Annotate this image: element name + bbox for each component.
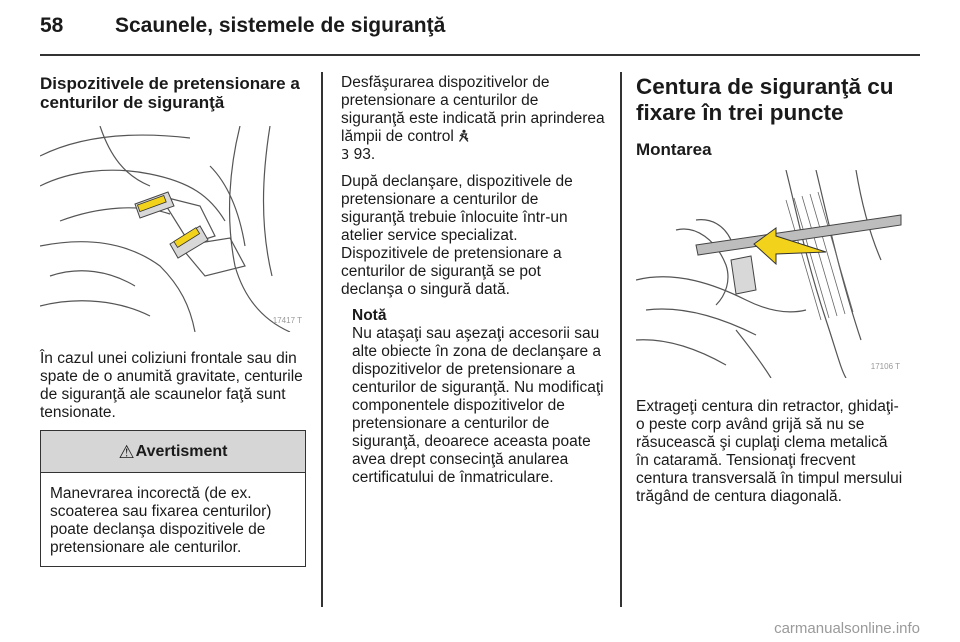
reference-page: 93. xyxy=(353,146,376,163)
column-divider-right xyxy=(620,72,622,607)
middle-column xyxy=(341,74,606,487)
seat-buckle-illustration xyxy=(40,126,306,332)
pretensioner-figure xyxy=(40,126,306,332)
warning-title: Avertisment xyxy=(135,442,228,460)
page-number: 58 xyxy=(40,14,64,37)
watermark: carmanualsonline.info xyxy=(774,620,920,637)
note-text: Nu ataşaţi sau aşezaţi accesorii sau alte obiecte în zona de declanşare a dispozitivelor de pretensionare a centurilor de siguranţă. Nu modificaţi componentele dispozitivelor de pretensionare a centurilor de siguranţă, deoarece aceasta poate avea drept consecinţă anularea certificatului de înmatriculare. xyxy=(352,325,604,486)
column-divider-left xyxy=(321,72,323,607)
warning-text: Manevrarea incorectă (de ex. scoaterea sau fixarea centurilor) poate declanşa dispozitivele de pretensionare ale centurilor. xyxy=(50,485,272,556)
reference-arrow: 3 xyxy=(341,148,350,163)
page-header xyxy=(40,14,920,54)
fastening-paragraph: Extrageţi centura din retractor, ghidaţi-o peste corp având grijă să nu se răsucească şi cuplaţi clema metalică în cataramă. Tensionaţi frecvent centura transversală în timpul mersului trăgând de centura diagonală. xyxy=(636,398,903,505)
figure-label: 17106 T xyxy=(870,362,900,371)
right-column xyxy=(636,74,904,514)
replacement-paragraph: După declanşare, dispozitivele de pretensionare a centurilor de siguranţă trebuie înlocuite într-un atelier service specializat. xyxy=(341,173,573,244)
deployment-paragraph xyxy=(341,74,606,165)
left-column xyxy=(40,74,306,567)
warning-icon: ⚠ xyxy=(118,441,135,462)
pretensioner-paragraph: În cazul unei coliziuni frontale sau din spate de o anumită gravitate, centurile de siguranţă ale scaunelor faţă sunt tensionate. xyxy=(40,350,303,421)
header-rule xyxy=(40,54,920,56)
figure-label: 17417 T xyxy=(272,316,302,325)
pretensioner-heading: Dispozitivele de pretensionare a centurilor de siguranţă xyxy=(40,74,300,112)
deployment-text: Desfăşurarea dispozitivelor de pretensionare a centurilor de siguranţă este indicată prin aprinderea lămpii de control xyxy=(341,74,605,145)
note-title: Notă xyxy=(352,307,387,324)
note-box xyxy=(352,307,606,487)
single-use-paragraph: Dispozitivele de pretensionare a centurilor de siguranţă se pot declanşa o singură dată. xyxy=(341,245,562,298)
belt-fastening-figure xyxy=(636,170,904,378)
page-title: Scaunele, sistemele de siguranţă xyxy=(115,14,446,37)
warning-header xyxy=(41,431,305,473)
airbag-warning-lamp-icon xyxy=(458,129,470,142)
three-point-belt-heading: Centura de siguranţă cu fixare în trei puncte xyxy=(636,74,894,125)
belt-fastening-illustration xyxy=(636,170,904,378)
fastening-subheading: Montarea xyxy=(636,140,712,159)
warning-box xyxy=(40,430,306,567)
